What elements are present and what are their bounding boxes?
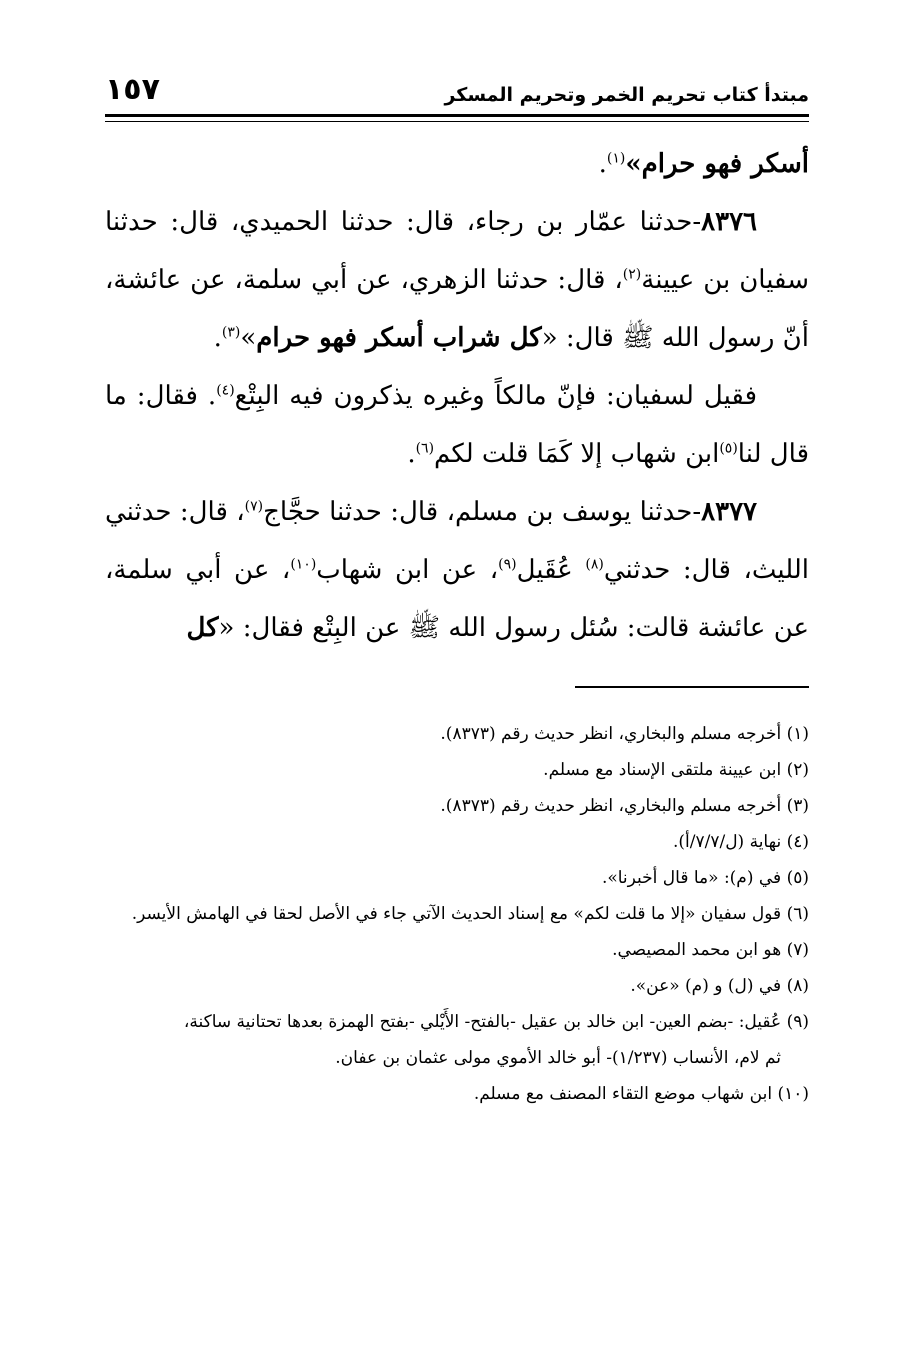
footnote-4: (٤) نهاية (ل/٧/٧/أ). xyxy=(672,832,809,852)
text: -حدثنا يوسف بن مسلم، قال: حدثنا حجَّاج xyxy=(263,497,702,527)
footnote-ref: (٥) xyxy=(719,440,738,457)
footnote-ref: (٧) xyxy=(244,498,264,515)
text: . xyxy=(598,149,607,179)
header-rule-thin xyxy=(105,121,809,122)
text: ، قال: حدثني الليث، قال: حدثني xyxy=(105,497,809,585)
paragraph-continuation xyxy=(105,135,809,193)
page-number: ١٥٧ xyxy=(105,72,160,107)
text: عُقَيل xyxy=(516,555,586,585)
footnote-10: (١٠) ابن شهاب موضع التقاء المصنف مع مسلم. xyxy=(473,1084,809,1104)
hadith-8376 xyxy=(105,193,809,367)
header-rule-thick xyxy=(105,114,809,117)
footnote-1: (١) أخرجه مسلم والبخاري، انظر حديث رقم (٨٣٧٣). xyxy=(440,724,809,744)
footnote-6: (٦) قول سفيان «إلا ما قلت لكم» مع إسناد الحديث الآتي جاء في الأصل لحقا في الهامش الأيسر. xyxy=(131,904,809,924)
footnote-ref: (٣) xyxy=(221,324,241,341)
bold-text: أسكر فهو حرام» xyxy=(625,149,809,179)
main-text xyxy=(105,135,809,657)
text: . xyxy=(407,439,416,469)
text: ابن شهاب إلا كَمَا قلت لكم xyxy=(434,439,720,469)
footnote-separator xyxy=(575,686,809,688)
footnote-5: (٥) في (م): «ما قال أخبرنا». xyxy=(601,868,809,888)
paragraph-sufyan xyxy=(105,367,809,483)
footnote-ref: (٤) xyxy=(216,382,235,399)
footnote-2: (٢) ابن عيينة ملتقى الإسناد مع مسلم. xyxy=(543,760,809,780)
footnote-9-continuation: ثم لام، الأنساب (١/٢٣٧)- أبو خالد الأموي مولى عثمان بن عفان. xyxy=(335,1048,781,1068)
text: » xyxy=(240,323,257,353)
text: . xyxy=(213,323,222,353)
bold-text: كل xyxy=(186,613,219,643)
footnotes xyxy=(95,716,809,1112)
footnote-ref: (١٠) xyxy=(290,556,317,573)
hadith-8377 xyxy=(105,483,809,657)
footnote-8: (٨) في (ل) و (م) «عن». xyxy=(630,976,809,996)
bold-text: كل شراب أسكر فهو حرام xyxy=(256,323,542,353)
footnote-3: (٣) أخرجه مسلم والبخاري، انظر حديث رقم (٨٣٧٣). xyxy=(440,796,809,816)
text: فقيل لسفيان: فإنّ مالكاً وغيره يذكرون فيه البِتْع xyxy=(234,381,758,411)
text: ، قال: حدثنا الزهري، عن أبي سلمة، عن عائشة، أنّ رسول الله ﷺ قال: « xyxy=(105,265,809,353)
text: ، عن ابن شهاب xyxy=(316,555,499,585)
footnote-ref: (٢) xyxy=(622,266,642,283)
text: ، عن أبي سلمة، عن عائشة قالت: سُئل رسول الله ﷺ عن البِتْع فقال: « xyxy=(105,555,809,643)
text: . فقال: ما قال لنا xyxy=(105,381,809,469)
footnote-ref: (٩) xyxy=(498,556,517,573)
footnote-ref: (١) xyxy=(606,150,626,167)
hadith-number: ٨٣٧٦ xyxy=(701,207,757,237)
hadith-number: ٨٣٧٧ xyxy=(701,497,757,527)
running-header xyxy=(105,72,809,114)
footnote-ref: (٨) xyxy=(585,556,604,573)
footnote-9: (٩) عُقيل: -بضم العين- ابن خالد بن عقيل -بالفتح- الأَيْلي -بفتح الهمزة بعدها تحتانية ساكنة، xyxy=(183,1012,809,1032)
footnote-7: (٧) هو ابن محمد المصيصي. xyxy=(612,940,809,960)
header-title: مبتدأ كتاب تحريم الخمر وتحريم المسكر xyxy=(444,84,809,106)
text: -حدثنا عمّار بن رجاء، قال: حدثنا الحميدي، قال: حدثنا سفيان بن عيينة xyxy=(105,207,809,295)
footnote-ref: (٦) xyxy=(415,440,435,457)
